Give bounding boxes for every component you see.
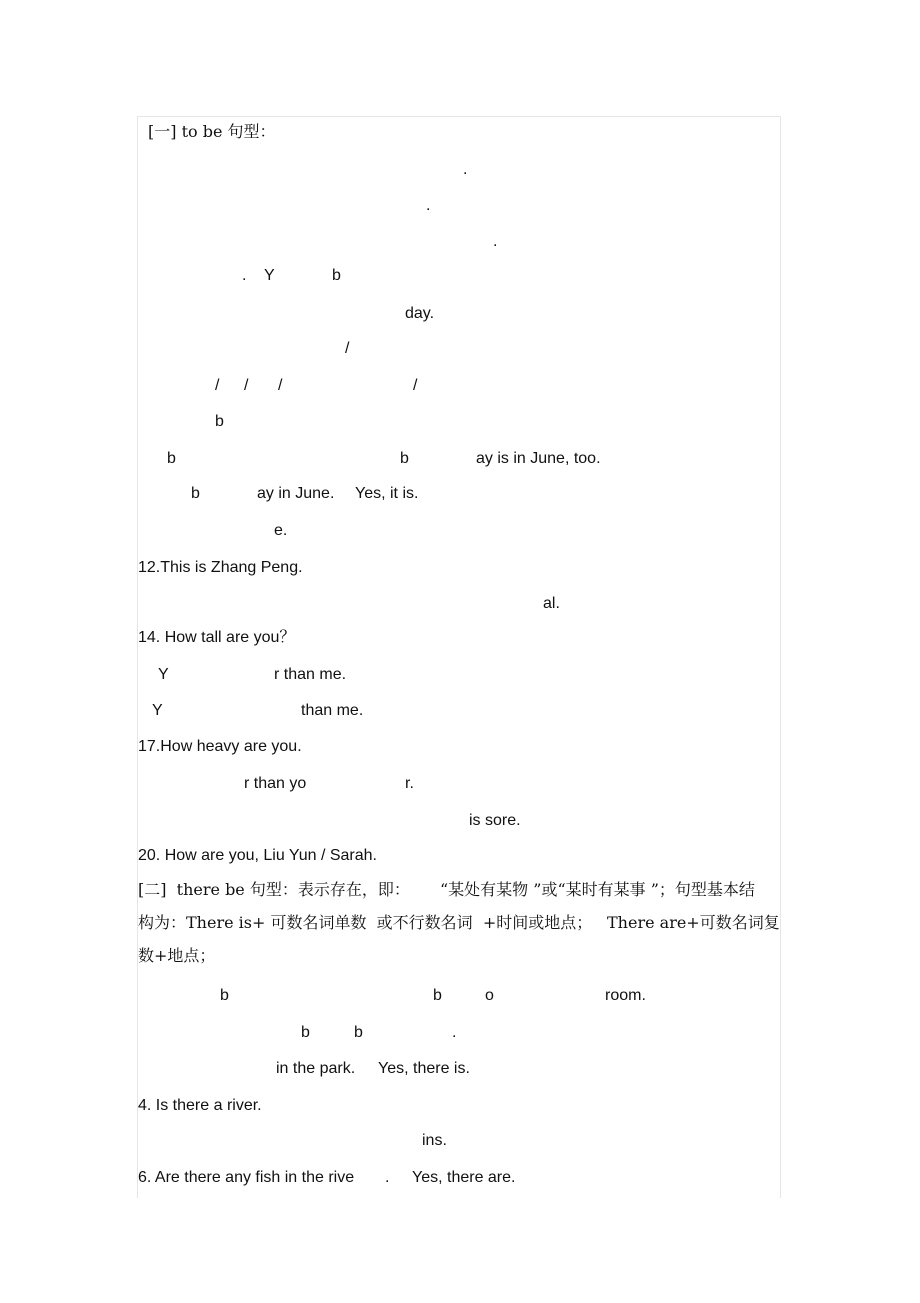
s2-line-5-fragment: ins. xyxy=(422,1132,447,1149)
s2-sentence-4: 4. Is there a river. xyxy=(138,1097,262,1114)
section2-heading-line2b: There are+可数名词复 xyxy=(607,913,780,932)
line-9-fragment-a: b xyxy=(167,450,176,467)
line-8-fragment: b xyxy=(215,413,224,430)
line-7-fragment-a: / xyxy=(215,377,220,394)
section2-heading-line1b: “某处有某物 ”或“某时有某事 ”；句型基本结 xyxy=(440,880,755,899)
line-4-fragment-a: . xyxy=(242,267,247,284)
line-7-fragment-d: / xyxy=(413,377,418,394)
line-7-fragment-c: / xyxy=(278,377,283,394)
sentence-14: 14. How tall are you？ xyxy=(138,629,296,646)
s2-line-1-fragment-c: o xyxy=(485,987,494,1004)
line-19-fragment: is sore. xyxy=(469,812,521,829)
sentence-17: 17.How heavy are you. xyxy=(138,738,302,755)
s2-line-1-fragment-d: room. xyxy=(605,987,646,1004)
line-9-fragment-c: ay is in June, too. xyxy=(476,450,601,467)
line-6-fragment: / xyxy=(345,340,350,357)
line-2-fragment: . xyxy=(426,197,431,214)
line-16-fragment-b: than me. xyxy=(301,702,364,719)
line-10-fragment-a: b xyxy=(191,485,200,502)
line-15-fragment-a: Y xyxy=(158,666,169,683)
line-5-fragment: day. xyxy=(405,305,435,322)
line-16-fragment-a: Y xyxy=(152,702,163,719)
sentence-12: 12.This is Zhang Peng. xyxy=(138,559,303,576)
s2-line-2-fragment-c: . xyxy=(452,1024,457,1041)
sentence-20: 20. How are you, Liu Yun / Sarah. xyxy=(138,847,377,864)
section2-heading-line2a: 构为：There is+ 可数名词单数 或不行数名词 +时间或地点； xyxy=(138,913,593,932)
line-1-fragment: . xyxy=(463,161,468,178)
s2-line-1-fragment-a: b xyxy=(220,987,229,1004)
s2-line-2-fragment-a: b xyxy=(301,1024,310,1041)
s2-line-2-fragment-b: b xyxy=(354,1024,363,1041)
section2-heading-line3: 数+地点； xyxy=(138,946,216,965)
line-4-fragment-c: b xyxy=(332,267,341,284)
s2-line-1-fragment-b: b xyxy=(433,987,442,1004)
s2-line-3-fragment-a: in the park. xyxy=(276,1060,356,1077)
line-10-fragment-c: Yes, it is. xyxy=(355,485,419,502)
s2-sentence-6-a: 6. Are there any fish in the rive xyxy=(138,1169,355,1186)
line-3-fragment: . xyxy=(493,233,498,250)
s2-sentence-6-b: . xyxy=(385,1169,390,1186)
s2-line-3-fragment-b: Yes, there is. xyxy=(378,1060,470,1077)
line-4-fragment-b: Y xyxy=(264,267,275,284)
line-11-fragment: e. xyxy=(274,522,288,539)
line-15-fragment-b: r than me. xyxy=(274,666,347,683)
line-13-fragment: al. xyxy=(543,595,560,612)
line-18-fragment-b: r. xyxy=(405,775,414,792)
s2-sentence-6-c: Yes, there are. xyxy=(412,1169,516,1186)
line-7-fragment-b: / xyxy=(244,377,249,394)
page-frame xyxy=(137,116,781,1198)
line-9-fragment-b: b xyxy=(400,450,409,467)
line-18-fragment-a: r than yo xyxy=(244,775,307,792)
section1-heading: [一] to be 句型： xyxy=(148,122,276,141)
line-10-fragment-b: ay in June. xyxy=(257,485,335,502)
section2-heading-line1a: [二] there be 句型：表示存在，即： xyxy=(138,880,410,899)
